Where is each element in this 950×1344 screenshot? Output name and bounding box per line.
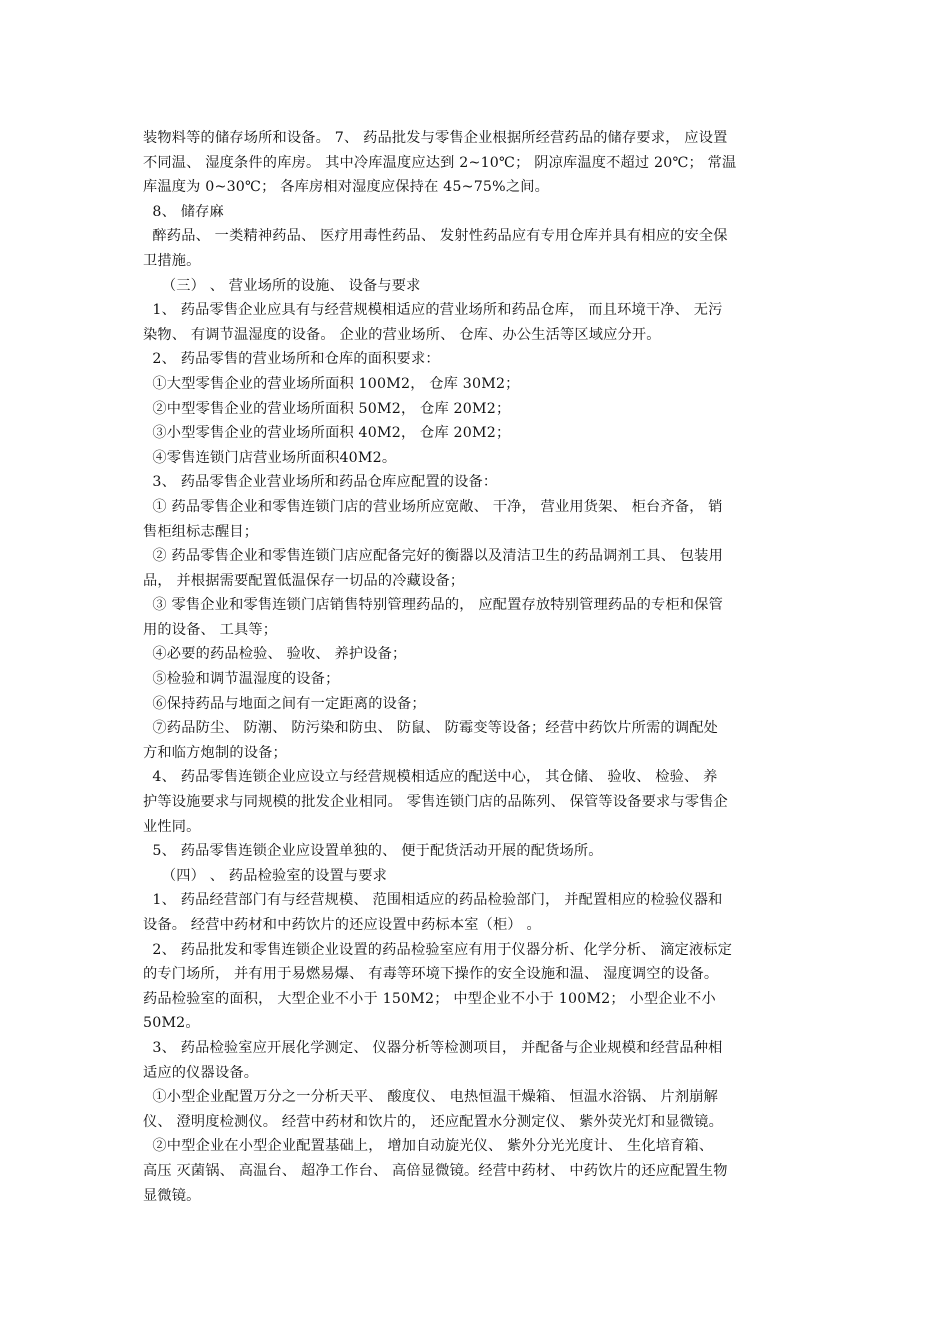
text-line: 方和临方炮制的设备； (143, 744, 287, 761)
text-line: 业性同。 (143, 818, 201, 835)
text-line: 5、 药品零售连锁企业应设置单独的、 便于配货活动开展的配货场所。 (143, 843, 603, 860)
text-line: 设备。 经营中药材和中药饮片的还应设置中药标本室（柜） 。 (143, 917, 541, 933)
text-line: 醉药品、 一类精神药品、 医疗用毒性药品、 发射性药品应有专用仓库并具有相应的安全保 (143, 228, 728, 245)
text-line: 的专门场所， 并有用于易燃易爆、 有毒等环境下操作的安全设施和温、 湿度调空的设备。 (143, 966, 719, 983)
text-line: 2、 药品批发和零售连锁企业设置的药品检验室应有用于仪器分析、化学分析、 滴定液标定 (143, 941, 733, 958)
text-line: 1、 药品经营部门有与经营规模、 范围相适应的药品检验部门， 并配置相应的检验仪器和 (143, 892, 723, 909)
text-line: ②中型企业在小型企业配置基础上， 增加自动旋光仪、 紫外分光光度计、 生化培育箱、 (143, 1138, 714, 1155)
text-line: 用的设备、 工具等； (143, 621, 278, 638)
text-line: 装物料等的储存场所和设备。 7、 药品批发与零售企业根据所经营药品的储存要求， 应设置 (143, 130, 728, 146)
text-line: 1、 药品零售企业应具有与经营规模相适应的营业场所和药品仓库， 而且环境干净、 无污 (143, 302, 723, 319)
text-line: 染物、 有调节温湿度的设备。 企业的营业场所、 仓库、办公生活等区域应分开。 (143, 326, 661, 343)
text-line: ①大型零售企业的营业场所面积 100M2， 仓库 30M2； (143, 375, 520, 392)
text-line: ③ 零售企业和零售连锁门店销售特别管理药品的， 应配置存放特别管理药品的专柜和保管 (143, 597, 723, 614)
text-line: ④零售连锁门店营业场所面积40M2。 (143, 449, 397, 466)
text-line: 仪、 澄明度检测仪。 经营中药材和饮片的， 还应配置水分测定仪、 紫外荧光灯和显微镜。 (143, 1113, 723, 1130)
text-line: 2、 药品零售的营业场所和仓库的面积要求： (143, 351, 440, 368)
text-line: 4、 药品零售连锁企业应设立与经营规模相适应的配送中心， 其仓储、 验收、 检验、 养 (143, 769, 718, 786)
text-line: ② 药品零售企业和零售连锁门店应配备完好的衡器以及清洁卫生的药品调剂工具、 包装用 (143, 548, 723, 565)
text-line: ① 药品零售企业和零售连锁门店的营业场所应宽敞、 干净， 营业用货架、 柜台齐备， 销 (143, 498, 723, 515)
text-line: 3、 药品零售企业营业场所和药品仓库应配置的设备： (143, 474, 498, 491)
text-line: ⑥保持药品与地面之间有一定距离的设备； (143, 695, 426, 712)
text-line: 不同温、 湿度条件的库房。 其中冷库温度应达到 2~10℃； 阴凉库温度不超过 20℃； 常温 (143, 154, 737, 171)
text-line: 50M2。 (143, 1015, 200, 1032)
text-line: ③小型零售企业的营业场所面积 40M2， 仓库 20M2； (143, 425, 511, 442)
text-line: ①小型企业配置万分之一分析天平、 酸度仪、 电热恒温干燥箱、 恒温水浴锅、 片剂崩解 (143, 1089, 718, 1106)
text-line: 适应的仪器设备。 (143, 1064, 259, 1081)
text-line: ④必要的药品检验、 验收、 养护设备； (143, 646, 407, 663)
text-line: 药品检验室的面积， 大型企业不小于 150M2； 中型企业不小于 100M2； 小型企业不小 (143, 990, 716, 1007)
text-line: ⑤检验和调节温湿度的设备； (143, 671, 340, 688)
text-line: 高压 灭菌锅、 高温台、 超净工作台、 高倍显微镜。经营中药材、 中药饮片的还应配置生物 (143, 1162, 728, 1179)
text-line: 卫措施。 (143, 252, 201, 269)
text-line: 售柜组标志醒目； (143, 523, 259, 540)
text-line: ⑦药品防尘、 防潮、 防污染和防虫、 防鼠、 防霉变等设备；经营中药饮片所需的调配处 (143, 720, 718, 737)
text-line: 品， 并根据需要配置低温保存一切品的冷藏设备； (143, 572, 465, 589)
text-line: 显微镜。 (143, 1187, 201, 1204)
text-line: ②中型零售企业的营业场所面积 50M2， 仓库 20M2； (143, 400, 511, 417)
text-line: 8、 储存麻 (143, 203, 224, 220)
text-line: 3、 药品检验室应开展化学测定、 仪器分析等检测项目， 并配备与企业规模和经营品种相 (143, 1039, 723, 1056)
text-line: 库温度为 0~30℃； 各库房相对湿度应保持在 45~75%之间。 (143, 179, 550, 196)
text-line: （四） 、 药品检验室的设置与要求 (143, 867, 388, 884)
text-line: 护等设施要求与同规模的批发企业相同。 零售连锁门店的品陈列、 保管等设备要求与零售企 (143, 794, 728, 811)
document-body (143, 126, 813, 1208)
text-line: （三） 、 营业场所的设施、 设备与要求 (143, 277, 421, 294)
